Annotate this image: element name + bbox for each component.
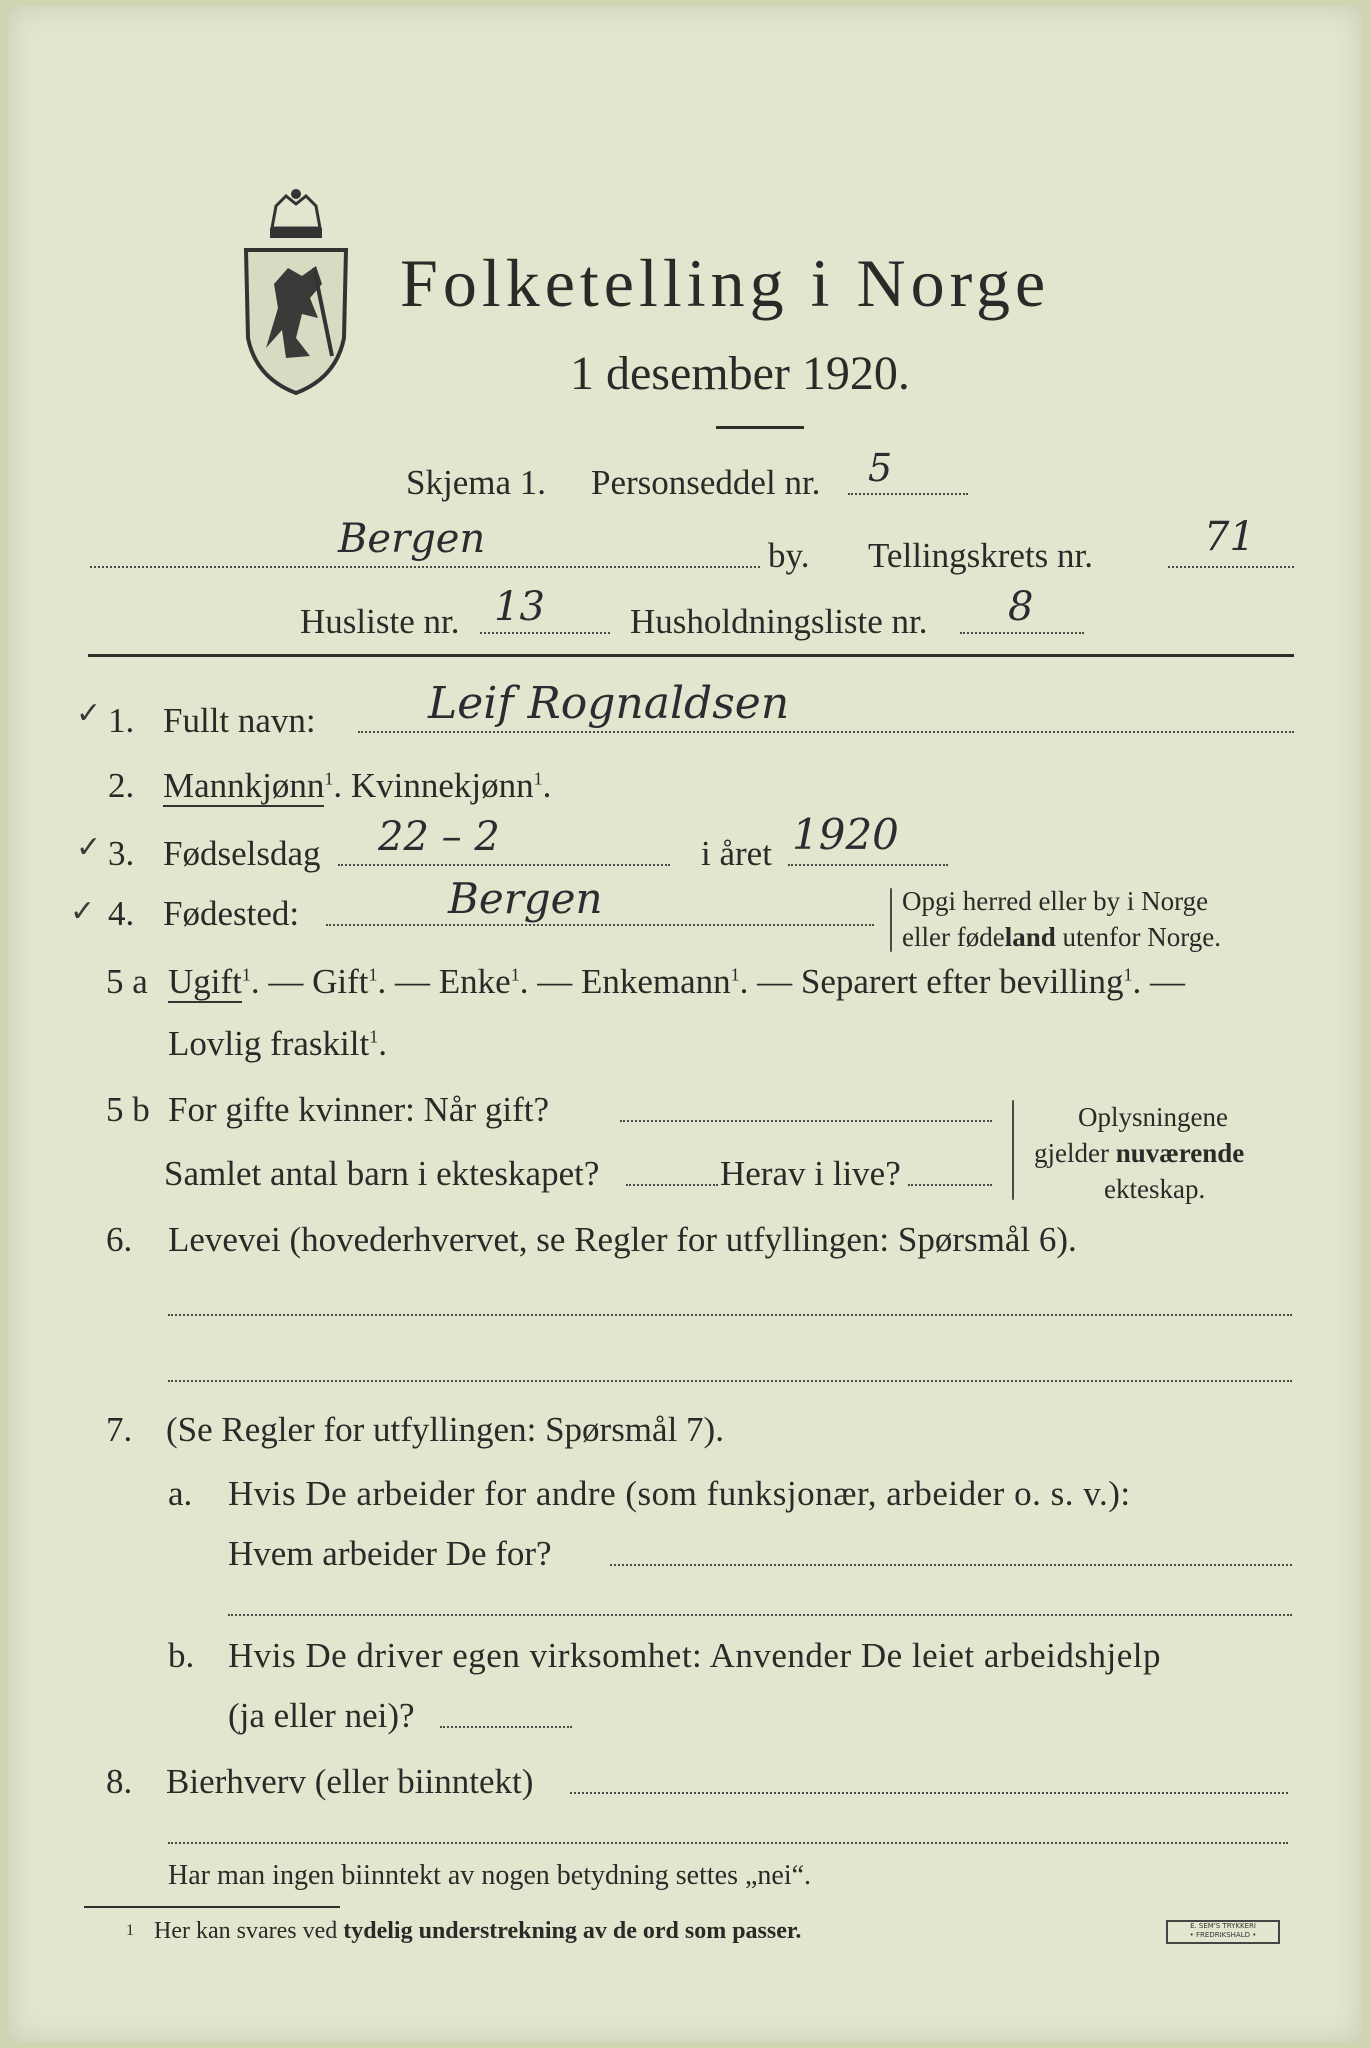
footnote-ref: 1	[241, 964, 251, 985]
husholdningsliste-label: Husholdningsliste nr.	[630, 602, 928, 641]
birthplace-value: Bergen	[448, 874, 603, 923]
birthplace-field[interactable]	[326, 924, 874, 926]
option-gift[interactable]: Gift	[312, 962, 369, 1001]
stamp-line-1: E. SEM'S TRYKKERI	[1190, 1922, 1256, 1930]
q7b-number: b.	[168, 1636, 195, 1675]
q7-number: 7.	[106, 1410, 133, 1449]
birthplace-note-1: Opgi herred eller by i Norge	[902, 886, 1209, 916]
option-lovlig-fraskilt[interactable]: Lovlig fraskilt	[168, 1024, 370, 1063]
q5b-number: 5 b	[106, 1090, 150, 1129]
footnote-ref: 1	[510, 964, 520, 985]
note-brace	[890, 888, 892, 952]
option-enke[interactable]: Enke	[438, 962, 511, 1001]
tellingskrets-label: Tellingskrets nr.	[868, 536, 1094, 575]
skjema-label: Skjema 1.	[406, 463, 546, 502]
footnote-ref: 1	[533, 768, 543, 789]
married-date-field[interactable]	[620, 1120, 992, 1122]
printer-stamp	[1166, 1920, 1280, 1944]
option-separator: .	[333, 766, 343, 805]
q8-label: Bierhverv (eller biinntekt)	[166, 1762, 534, 1801]
full-name-value: Leif Rognaldsen	[428, 678, 790, 729]
q5b-note-3: ekteskap.	[1104, 1174, 1206, 1204]
footnote-bold: tydelig understrekning av de ord som passer.	[343, 1918, 802, 1944]
city-value: Bergen	[338, 516, 486, 562]
q7b-line1: Hvis De driver egen virksomhet: Anvender De leiet arbeidshjelp	[228, 1636, 1161, 1675]
birthdate-field[interactable]	[338, 864, 670, 866]
husholdningsliste-field[interactable]	[960, 632, 1084, 634]
gender-options	[163, 766, 551, 806]
check-mark-icon: ✓	[76, 830, 102, 865]
option-end: .	[542, 766, 552, 805]
q2-number: 2.	[108, 766, 135, 805]
personseddel-field[interactable]	[848, 493, 968, 495]
q5b-label-married: For gifte kvinner: Når gift?	[168, 1090, 550, 1129]
children-field[interactable]	[626, 1184, 718, 1186]
q3-label: Fødselsdag	[163, 834, 321, 873]
by-label: by.	[768, 536, 810, 575]
q4-label: Fødested:	[163, 894, 300, 933]
occupation-field-1[interactable]	[168, 1314, 1292, 1316]
q6-number: 6.	[106, 1220, 133, 1259]
dash: . —	[739, 962, 793, 1001]
option-separert[interactable]: Separert efter bevilling	[800, 962, 1124, 1001]
alive-field[interactable]	[908, 1184, 992, 1186]
q7-label: (Se Regler for utfyllingen: Spørsmål 7).	[166, 1410, 724, 1449]
q5b-label-children: Samlet antal barn i ekteskapet?	[164, 1154, 600, 1193]
husliste-label: Husliste nr.	[300, 602, 460, 641]
census-form	[8, 6, 1362, 2042]
note-bold: land	[1004, 922, 1056, 952]
husliste-field[interactable]	[480, 632, 610, 634]
footnote-ref: 1	[368, 964, 378, 985]
city-field[interactable]	[90, 566, 760, 568]
year-value: 1920	[792, 810, 899, 859]
coat-of-arms-icon	[236, 188, 356, 398]
q4-number: 4.	[108, 894, 135, 933]
personseddel-value: 5	[868, 446, 893, 490]
side-income-field-2[interactable]	[168, 1842, 1288, 1844]
dash: . —	[377, 962, 431, 1001]
side-income-field-1[interactable]	[570, 1792, 1288, 1794]
q7a-line2: Hvem arbeider De for?	[228, 1534, 552, 1573]
note-text: gjelder	[1034, 1138, 1116, 1168]
note-text: eller føde	[902, 922, 1005, 952]
hired-help-field[interactable]	[440, 1726, 572, 1728]
check-mark-icon: ✓	[76, 696, 102, 731]
q5b-label-alive: Herav i live?	[720, 1154, 901, 1193]
q8-number: 8.	[106, 1762, 133, 1801]
footnote-text	[154, 1918, 801, 1945]
title-divider	[716, 426, 804, 429]
form-title: Folketelling i Norge	[400, 245, 1051, 321]
side-income-note: Har man ingen biinntekt av nogen betydning settes „nei“.	[168, 1860, 812, 1891]
footnote-ref: 1	[730, 964, 740, 985]
marital-options	[168, 962, 1185, 1002]
header-rule	[88, 654, 1294, 657]
footnote-ref: 1	[324, 768, 334, 789]
occupation-field-2[interactable]	[168, 1380, 1292, 1382]
footnote-plain: Her kan svares ved	[154, 1918, 344, 1944]
full-name-field[interactable]	[358, 731, 1294, 733]
q7a-line1: Hvis De arbeider for andre (som funksjonær, arbeider o. s. v.):	[228, 1474, 1131, 1513]
census-date: 1 desember 1920.	[570, 347, 910, 400]
husliste-value: 13	[494, 584, 545, 630]
footnote-rule	[84, 1906, 340, 1908]
dash: . —	[1132, 962, 1186, 1001]
year-field[interactable]	[788, 864, 948, 866]
q5b-note-2	[1034, 1138, 1244, 1169]
option-mannkjonn[interactable]: Mannkjønn	[163, 766, 325, 805]
stamp-line-2: • FREDRIKSHALD •	[1189, 1931, 1257, 1939]
husholdningsliste-value: 8	[1008, 584, 1034, 630]
q5b-note-1: Oplysningene	[1078, 1102, 1228, 1132]
birthdate-value: 22 – 2	[378, 814, 500, 860]
note-text: utenfor Norge.	[1055, 922, 1221, 952]
option-kvinnekjonn[interactable]: Kvinnekjønn	[350, 766, 534, 805]
q7a-number: a.	[168, 1474, 193, 1513]
footnote-ref: 1	[369, 1026, 379, 1047]
q1-label: Fullt navn:	[163, 701, 316, 740]
tellingskrets-value: 71	[1204, 514, 1255, 560]
birthplace-note-2	[902, 922, 1221, 953]
q6-label: Levevei (hovederhvervet, se Regler for utfyllingen: Spørsmål 6).	[168, 1220, 1077, 1259]
q7b-line2: (ja eller nei)?	[228, 1696, 415, 1735]
q5a-number: 5 a	[106, 962, 148, 1001]
tellingskrets-field[interactable]	[1168, 566, 1294, 568]
employer-field-1[interactable]	[610, 1564, 1292, 1566]
footnote-mark: 1	[126, 1922, 134, 1939]
note-brace	[1012, 1100, 1014, 1200]
note-bold: nuværende	[1115, 1138, 1245, 1168]
year-label: i året	[701, 834, 772, 873]
employer-field-2[interactable]	[228, 1614, 1292, 1616]
q1-number: 1.	[108, 701, 135, 740]
option-ugift[interactable]: Ugift	[168, 962, 242, 1001]
marital-options-line2	[168, 1024, 387, 1064]
dash: . —	[250, 962, 304, 1001]
option-enkemann[interactable]: Enkemann	[580, 962, 731, 1001]
personseddel-label: Personseddel nr.	[591, 463, 821, 502]
check-mark-icon: ✓	[70, 894, 96, 929]
dash: . —	[519, 962, 573, 1001]
footnote-ref: 1	[1123, 964, 1133, 985]
period: .	[378, 1024, 387, 1063]
q3-number: 3.	[108, 834, 135, 873]
